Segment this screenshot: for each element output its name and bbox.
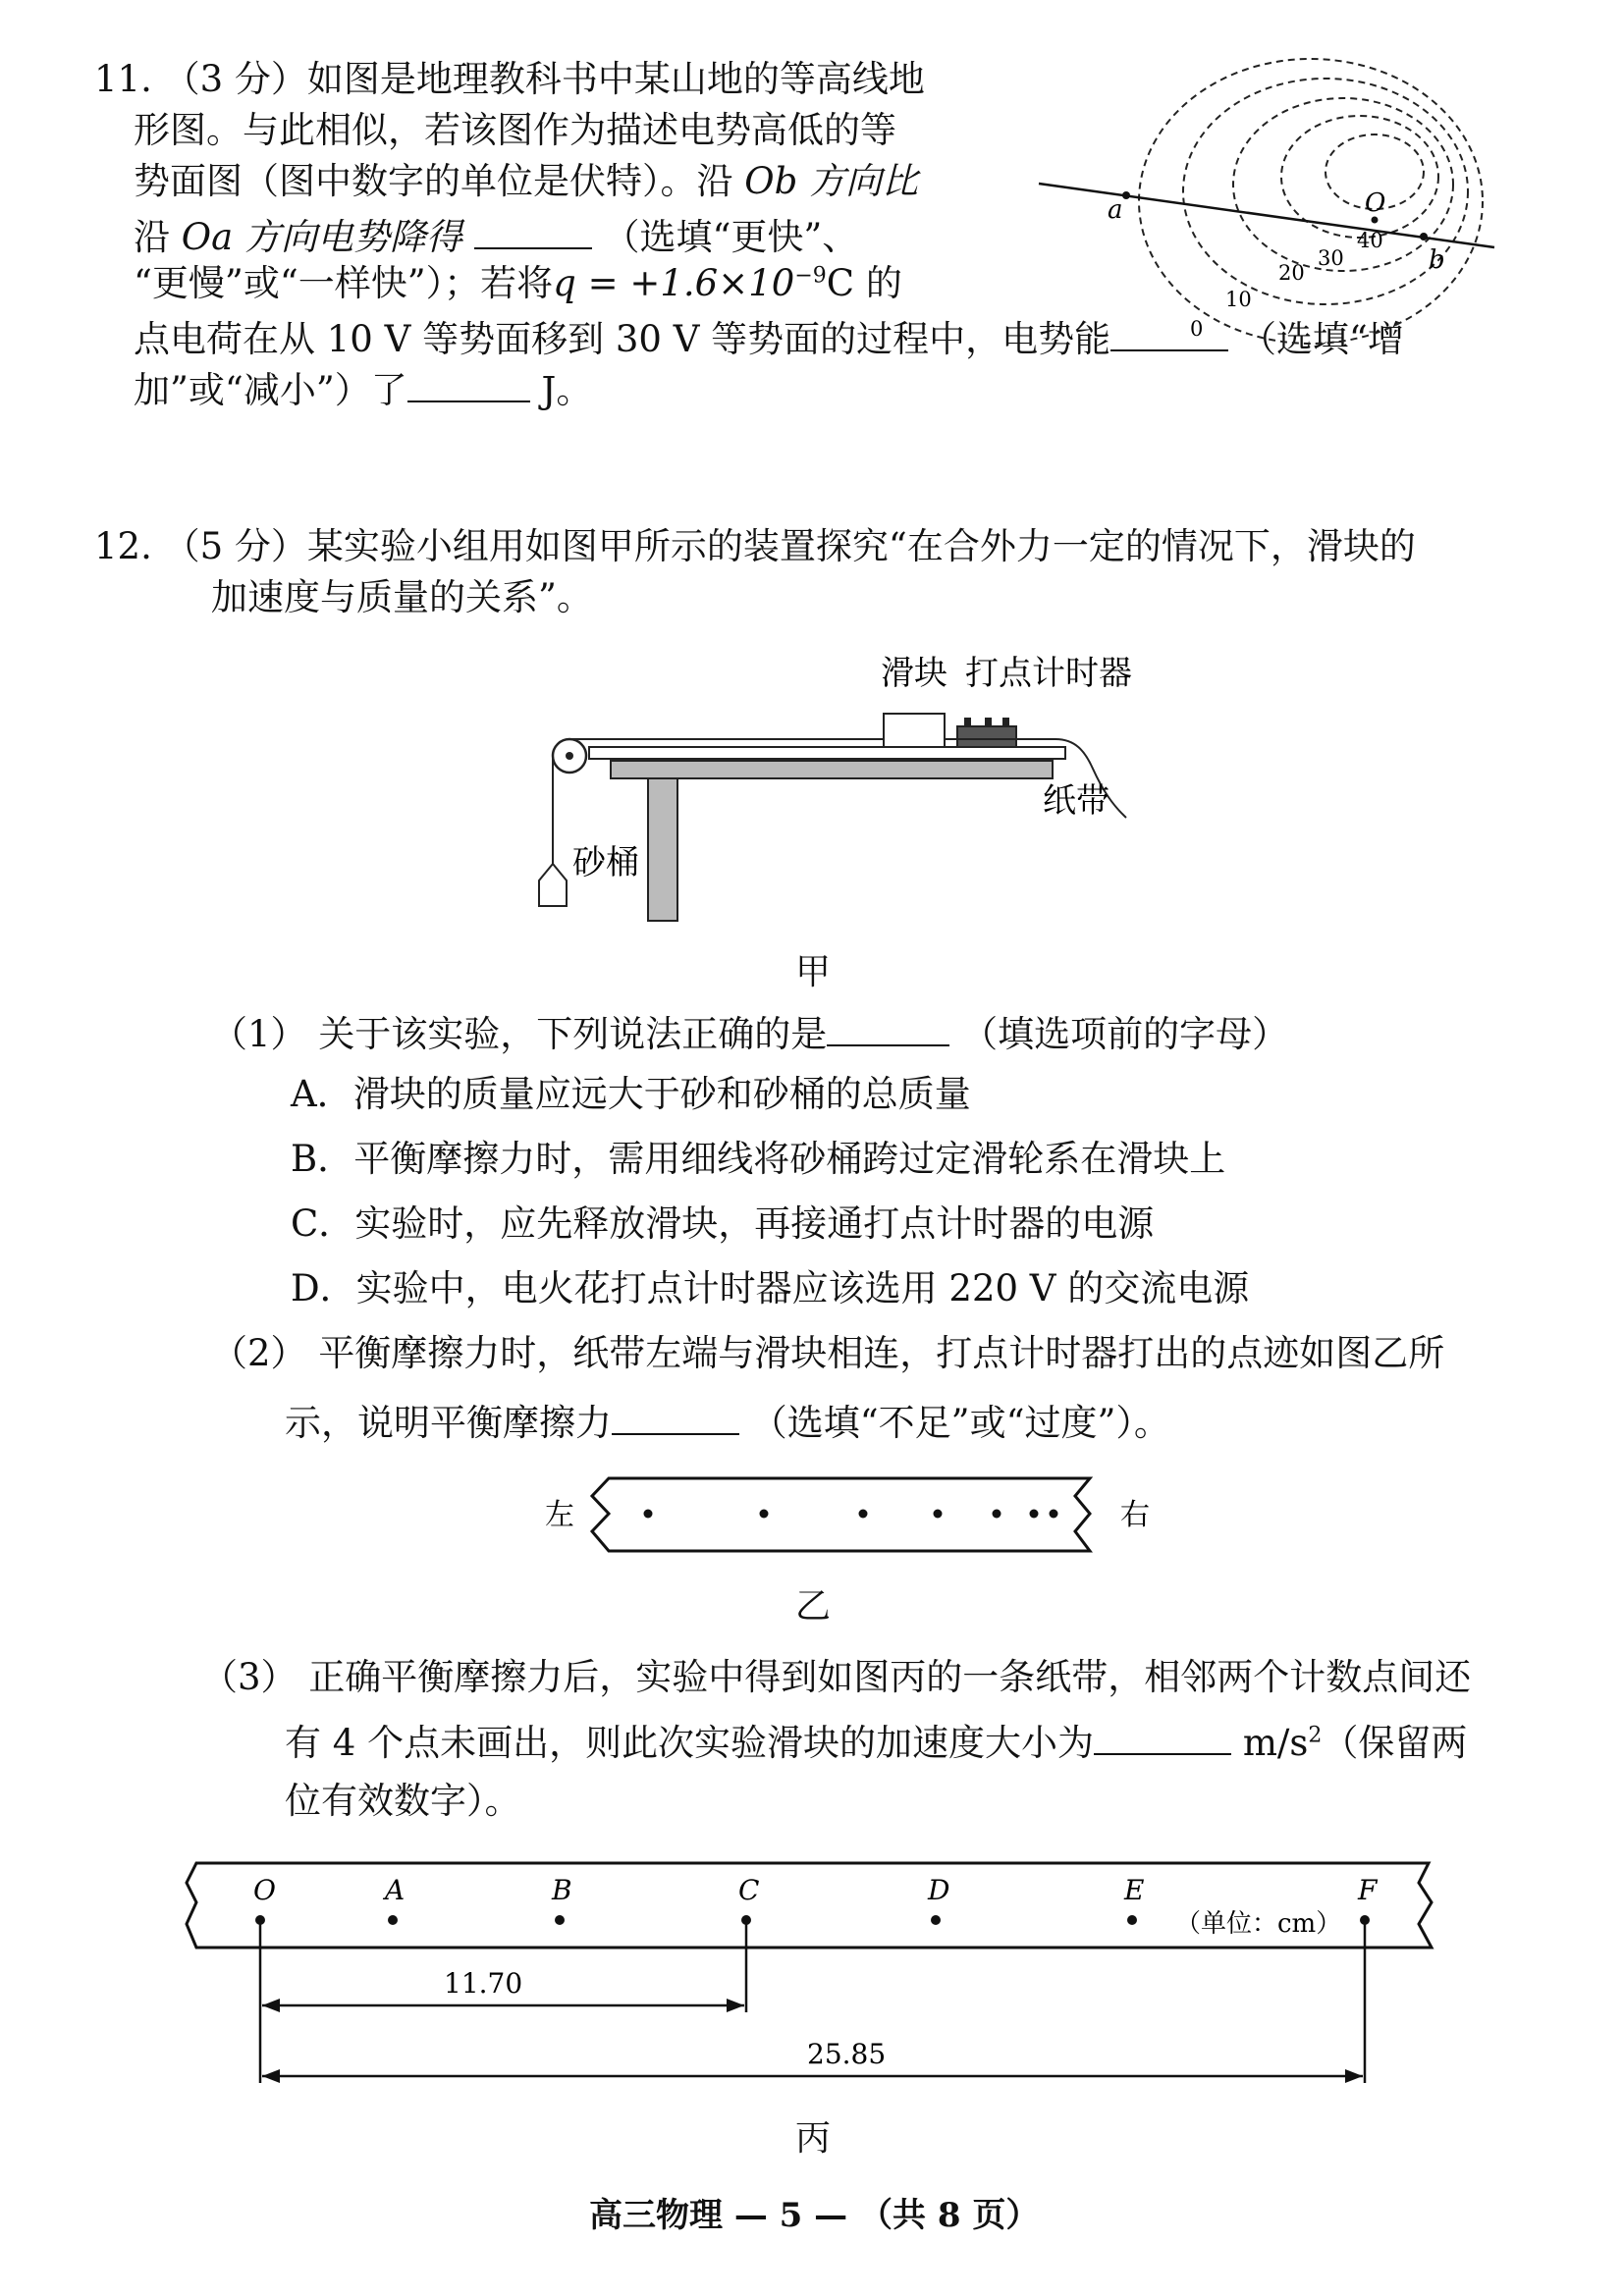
timer-terminal-2	[985, 718, 992, 726]
point-label-C: C	[738, 1874, 760, 1906]
unit-label: （单位：cm）	[1175, 1909, 1342, 1939]
q11-line7: 加”或“减小”）了 J。	[134, 369, 593, 411]
label-40: 40	[1357, 229, 1383, 252]
slider-block	[884, 714, 945, 747]
q11-line6: 点电荷在从 10 V 等势面移到 30 V 等势面的过程中，电势能 （选填“增	[134, 318, 1404, 360]
tape-yi-figure	[535, 1470, 1150, 1559]
q12-blank-1[interactable]	[827, 1011, 949, 1046]
q12-sub2-line2: 示，说明平衡摩擦力 （选填“不足”或“过度”）。	[285, 1402, 1170, 1444]
label-b: b	[1429, 245, 1445, 275]
point-label-B: B	[552, 1874, 572, 1906]
label-10: 10	[1225, 288, 1252, 311]
caption-bing: 丙	[795, 2118, 832, 2159]
tape-bing-figure	[187, 1855, 1443, 2101]
q11-blank-3[interactable]	[407, 367, 530, 402]
point-label-D: D	[928, 1874, 950, 1906]
q12-sub3-line3: 位有效数字）。	[285, 1780, 521, 1822]
point-label-A: A	[385, 1874, 406, 1906]
option-a: A．滑块的质量应远大于砂和砂桶的总质量	[291, 1073, 971, 1115]
point-label-E: E	[1124, 1874, 1145, 1906]
caption-yi: 乙	[795, 1586, 832, 1627]
equipotential-figure	[1031, 29, 1502, 353]
q11-number: 11. （3 分）如图是地理教科书中某山地的等高线地	[94, 58, 925, 100]
tape-yi	[592, 1478, 1090, 1551]
apparatus-figure	[525, 653, 1173, 928]
label-0: 0	[1190, 317, 1204, 341]
dot-3	[859, 1510, 868, 1519]
q11-line2: 形图。与此相似，若该图作为描述电势高低的等	[134, 109, 896, 151]
label-right: 右	[1120, 1498, 1150, 1532]
timer-terminal-3	[1002, 718, 1009, 726]
point-a	[1122, 191, 1130, 199]
arrow-OF-right	[1345, 2069, 1363, 2083]
dot-7	[1050, 1510, 1058, 1519]
arrow-OC-left	[262, 1999, 280, 2012]
timer-device	[957, 726, 1016, 747]
point-b	[1420, 233, 1428, 240]
pulley-axle	[566, 752, 573, 760]
caption-jia: 甲	[795, 952, 832, 992]
option-d: D．实验中，电火花打点计时器应该选用 220 V 的交流电源	[291, 1267, 1250, 1309]
dim-label-OC: 11.70	[444, 1967, 523, 2000]
sand-bucket	[539, 864, 567, 906]
q12-blank-3[interactable]	[1094, 1720, 1231, 1755]
page-footer: 高三物理 — 5 — （共 8 页）	[589, 2196, 1040, 2235]
dot-6	[1030, 1510, 1039, 1519]
q12-sub2-line1: （2） 平衡摩擦力时，纸带左端与滑块相连，打点计时器打出的点迹如图乙所	[211, 1332, 1445, 1374]
table-leg	[648, 778, 677, 921]
q12-sub1: （1） 关于该实验，下列说法正确的是 （填选项前的字母）	[211, 1013, 1289, 1055]
label-a: a	[1108, 195, 1123, 225]
q12-number: 12. （5 分）某实验小组用如图甲所示的装置探究“在合外力一定的情况下，滑块的	[94, 525, 1416, 567]
label-30: 30	[1318, 246, 1344, 270]
bucket-label: 砂桶	[572, 843, 639, 882]
option-b: B．平衡摩擦力时，需用细线将砂桶跨过定滑轮系在滑块上	[291, 1138, 1226, 1180]
point-label-O: O	[253, 1874, 276, 1906]
arrow-OC-right	[727, 1999, 744, 2012]
board	[589, 747, 1065, 759]
label-20: 20	[1278, 261, 1305, 285]
q12-sub3-line1: （3） 正确平衡摩擦力后，实验中得到如图丙的一条纸带，相邻两个计数点间还	[201, 1656, 1472, 1698]
point-label-F: F	[1358, 1874, 1378, 1906]
count-point-E	[1127, 1915, 1137, 1925]
table-top	[611, 761, 1053, 778]
label-left: 左	[545, 1498, 574, 1532]
contour-10	[1183, 79, 1468, 304]
count-point-D	[931, 1915, 941, 1925]
q11-blank-1[interactable]	[474, 214, 592, 249]
dot-5	[993, 1510, 1001, 1519]
dot-4	[934, 1510, 943, 1519]
tape-label: 纸带	[1043, 781, 1109, 821]
count-point-A	[388, 1915, 398, 1925]
arrow-OF-left	[262, 2069, 280, 2083]
dot-2	[760, 1510, 769, 1519]
timer-label: 打点计时器	[965, 654, 1132, 693]
q12-line2: 加速度与质量的关系”。	[211, 576, 593, 618]
q11-line5: “更慢”或“一样快”）；若将$q = +1.6\times 10^{-9}C$ 的	[134, 262, 902, 304]
option-c: C．实验时，应先释放滑块，再接通打点计时器的电源	[291, 1202, 1155, 1245]
dot-1	[644, 1510, 653, 1519]
q12-sub3-line2: 有 4 个点未画出，则此次实验滑块的加速度大小为 $m/s^2$（保留两	[285, 1722, 1468, 1764]
q11-line4: 沿 Oa 方向电势降得 （选填“更快”、	[134, 216, 859, 258]
label-O: O	[1365, 188, 1386, 218]
count-point-B	[555, 1915, 565, 1925]
q12-blank-2[interactable]	[612, 1400, 739, 1435]
contour-30	[1281, 116, 1438, 238]
dim-label-OF: 25.85	[807, 2038, 887, 2070]
timer-terminal-1	[964, 718, 971, 726]
slider-label: 滑块	[881, 654, 947, 693]
q11-line3: 势面图（图中数字的单位是伏特）。沿 Ob 方向比	[134, 160, 919, 202]
